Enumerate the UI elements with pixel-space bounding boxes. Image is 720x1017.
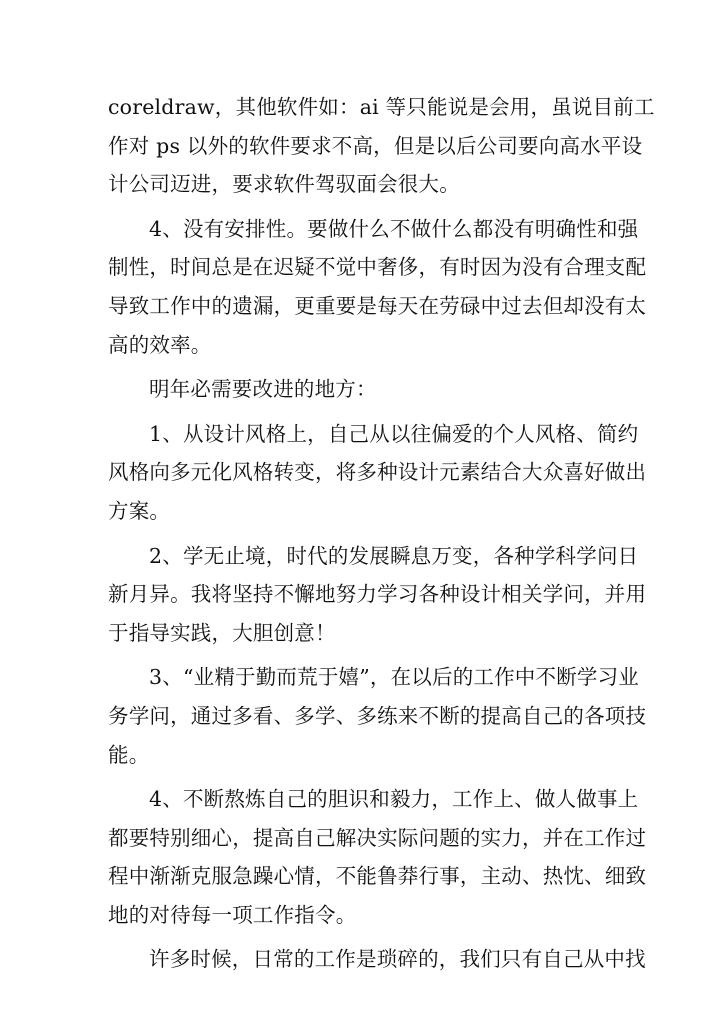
text-line: 2、学无止境，时代的发展瞬息万变，各种学科学问日 (149, 543, 639, 568)
text-line: 高的效率。 (108, 332, 212, 357)
paragraph (108, 415, 647, 531)
text-line: 4、没有安排性。要做什么不做什么都没有明确性和强 (149, 216, 639, 241)
text-line: 新月异。我将坚持不懈地努力学习各种设计相关学问，并用 (108, 582, 647, 607)
paragraph (108, 210, 647, 364)
text-line: 地的对待每一项工作指令。 (108, 902, 357, 927)
paragraph (108, 88, 655, 204)
text-line: 务学问，通过多看、多学、多练来不断的提高自己的各项技 (108, 703, 647, 728)
text-line: 导致工作中的遗漏，更重要是每天在劳碌中过去但却没有太 (108, 293, 647, 318)
text-line: 于指导实践，大胆创意！ (108, 620, 336, 645)
paragraph (108, 370, 612, 409)
text-line: 都要特别细心，提高自己解决实际问题的实力，并在工作过 (108, 825, 647, 850)
text-line: 计公司迈进，要求软件驾驭面会很大。 (108, 172, 460, 197)
paragraph (108, 537, 647, 653)
text-line: 作对 ps 以外的软件要求不高，但是以后公司要向高水平设 (108, 133, 643, 158)
text-line: 许多时候，日常的工作是琐碎的，我们只有自己从中找 (149, 947, 646, 972)
document-body (108, 88, 655, 979)
text-line: coreldraw，其他软件如：ai 等只能说是会用，虽说目前工 (108, 95, 655, 119)
text-line: 风格向多元化风格转变，将多种设计元素结合大众喜好做出 (108, 460, 647, 485)
text-line: 1、从设计风格上，自己从以往偏爱的个人风格、简约 (149, 421, 639, 446)
text-line: 3、“业精于勤而荒于嬉”，在以后的工作中不断学习业 (149, 665, 640, 690)
text-line: 方案。 (108, 498, 171, 523)
section-heading: 明年必需要改进的地方： (149, 377, 377, 402)
text-line: 4、不断熬炼自己的胆识和毅力，工作上、做人做事上 (149, 787, 639, 812)
paragraph (108, 940, 646, 979)
text-line: 能。 (108, 742, 150, 767)
paragraph (108, 780, 647, 934)
text-line: 制性，时间总是在迟疑不觉中奢侈，有时因为没有合理支配 (108, 255, 647, 280)
text-line: 程中渐渐克服急躁心情，不能鲁莽行事，主动、热忱、细致 (108, 864, 647, 889)
paragraph (108, 658, 647, 774)
